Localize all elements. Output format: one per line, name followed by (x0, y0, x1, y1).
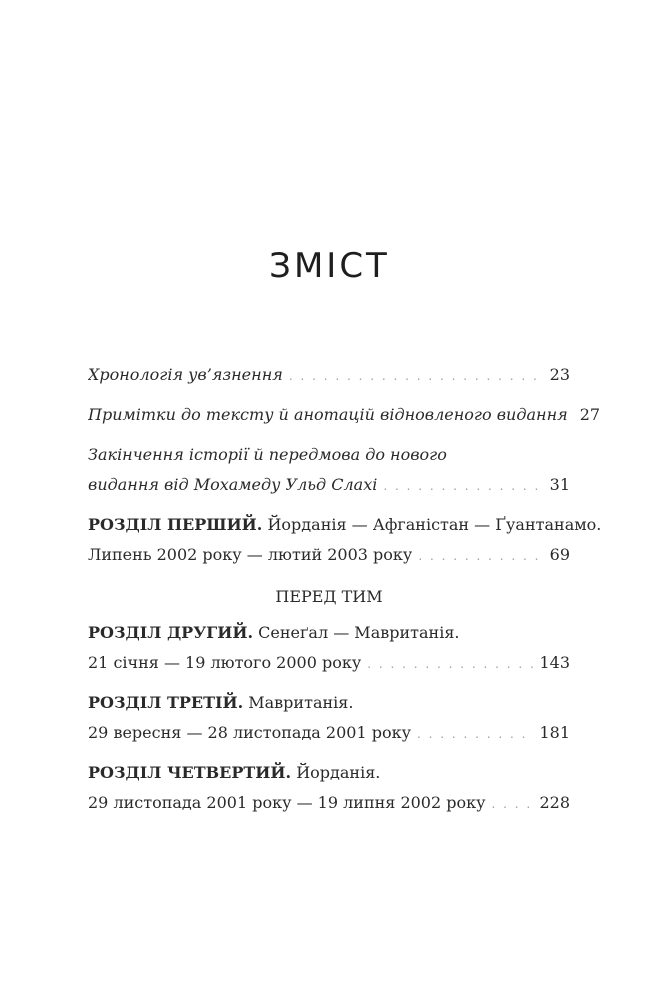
toc-entry-chapter-4[interactable] (88, 758, 570, 818)
toc-page-number: 27 (579, 405, 601, 424)
chapter-place: Мавританія. (248, 693, 354, 712)
chapter-label: РОЗДІЛ ЧЕТВЕРТИЙ. (88, 763, 292, 782)
chapter-dates: 21 січня — 19 лютого 2000 року (88, 653, 362, 672)
chapter-label: РОЗДІЛ ДРУГИЙ. (88, 623, 254, 642)
section-heading: ПЕРЕД ТИМ (275, 587, 383, 606)
toc-page-number: 23 (549, 365, 570, 384)
dot-leader (289, 361, 544, 391)
toc-entry-text-line1: Закінчення історії й передмова до нового (88, 445, 447, 464)
page-title: ЗМІСТ (269, 246, 390, 286)
toc-entry-text: Примітки до тексту й анотацій відновленого видання (88, 405, 568, 424)
toc-entry-text-line2: видання від Мохамеду Ульд Слахі (88, 475, 378, 494)
toc-entry-chapter-1[interactable] (88, 510, 602, 570)
toc-entry-chapter-3[interactable] (88, 688, 570, 748)
dot-leader (383, 471, 543, 501)
toc-entry-notes[interactable] (88, 400, 601, 430)
toc-entry-text: Хронологія ув’язнення (88, 365, 283, 384)
toc-page-number: 143 (539, 653, 570, 672)
toc-entry-chronology[interactable] (88, 360, 570, 390)
toc-page-number: 31 (549, 475, 570, 494)
dot-leader (417, 719, 533, 749)
chapter-dates: 29 вересня — 28 листопада 2001 року (88, 723, 412, 742)
dot-leader (492, 789, 534, 819)
chapter-place: Йорданія — Афганістан — Ґуантанамо. (267, 515, 602, 534)
dot-leader (367, 649, 533, 679)
toc-entry-afterword[interactable] (88, 440, 570, 500)
toc-page-number: 228 (539, 793, 570, 812)
chapter-place: Йорданія. (296, 763, 381, 782)
toc-page-number: 69 (549, 545, 570, 564)
chapter-label: РОЗДІЛ ПЕРШИЙ. (88, 515, 263, 534)
chapter-dates: 29 листопада 2001 року — 19 липня 2002 року (88, 793, 486, 812)
toc-entry-chapter-2[interactable] (88, 618, 570, 678)
chapter-dates: Липень 2002 року — лютий 2003 року (88, 545, 413, 564)
chapter-label: РОЗДІЛ ТРЕТІЙ. (88, 693, 244, 712)
dot-leader (418, 541, 543, 571)
toc-page-number: 181 (539, 723, 570, 742)
chapter-place: Сенеґал — Мавританія. (258, 623, 460, 642)
table-of-contents (88, 360, 602, 818)
